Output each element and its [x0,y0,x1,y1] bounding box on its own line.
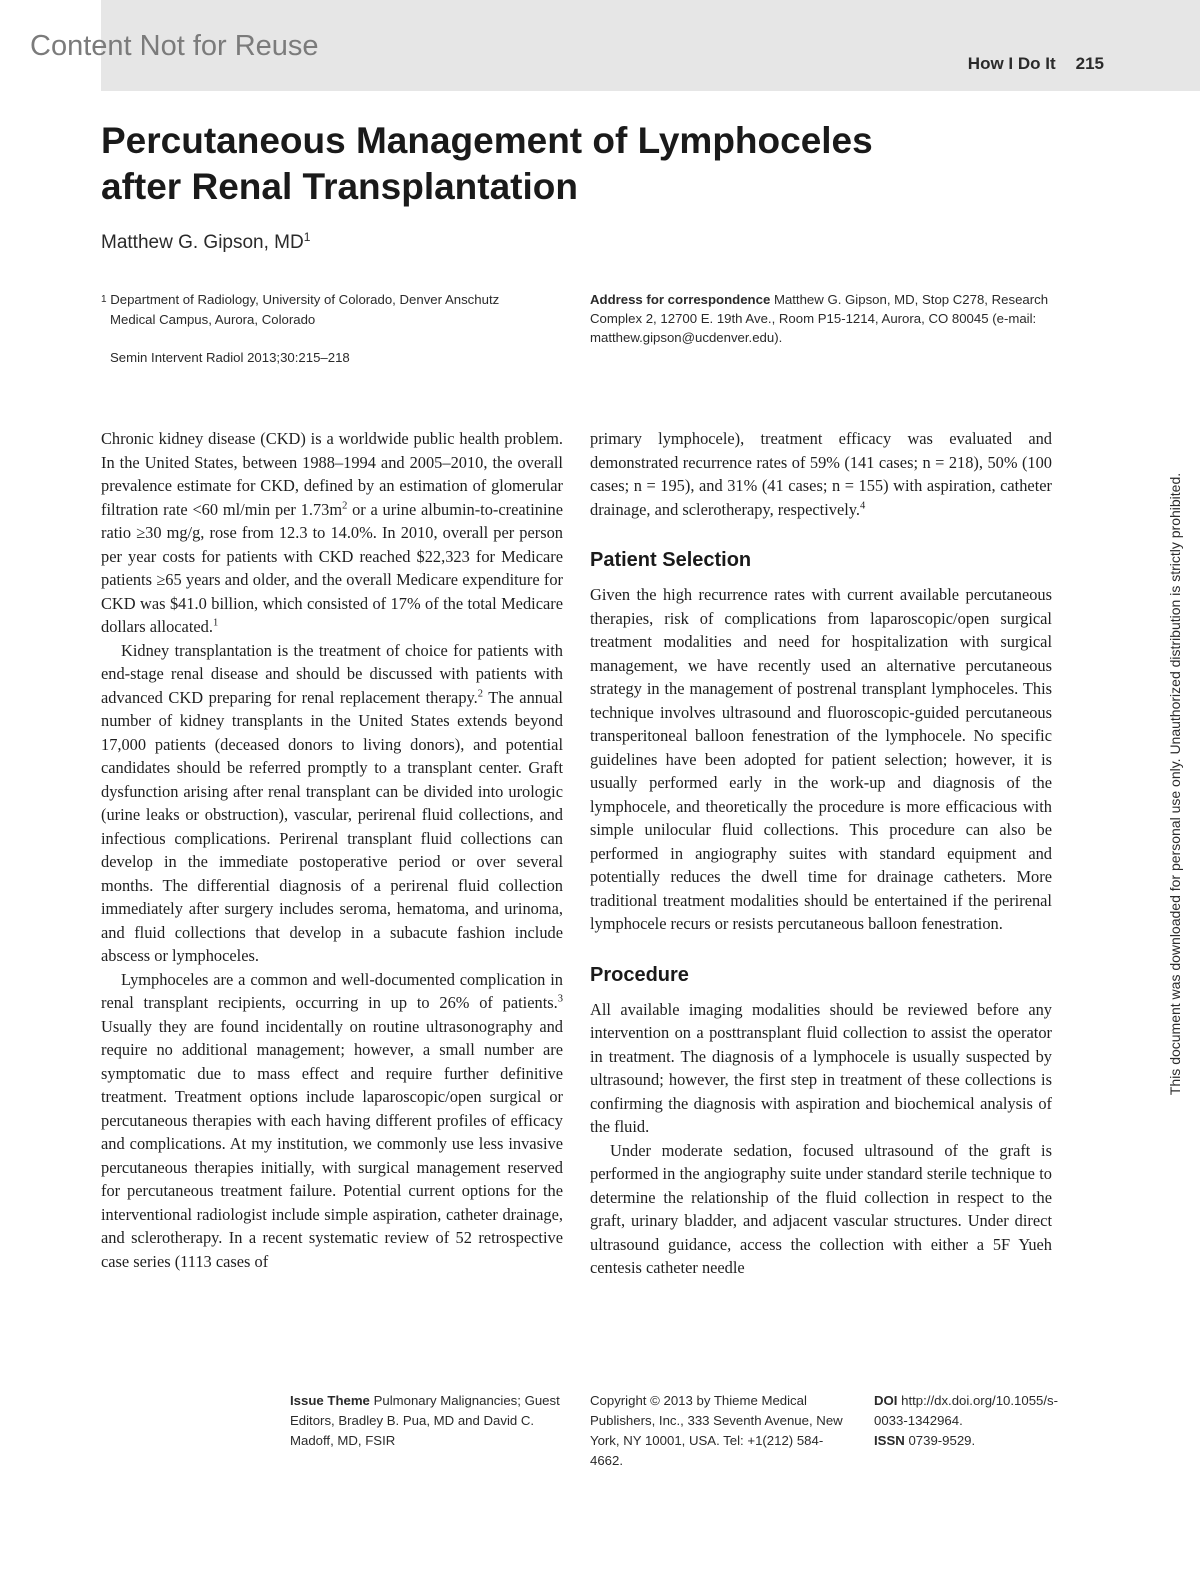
text-run: or a urine albumin-to-creatinine ratio ≥30 mg/g, rose from 12.3 to 14.0%. In 2010, overall per person per year costs for patients with CKD reached $22,323 for Medicare patients ≥65 years and older, and the overall Medicare expenditure for CKD was $41.0 billion, which consisted of 17% of the total Medicare dollars allocated. [101,499,563,636]
issue-theme [290,1391,565,1451]
reference-mark: 3 [557,993,563,1005]
title-line-1: Percutaneous Management of Lymphoceles [101,120,873,161]
journal-citation: Semin Intervent Radiol 2013;30:215–218 [110,350,350,365]
affiliation [101,290,571,330]
paragraph [101,968,563,1274]
issn-label: ISSN [874,1433,905,1448]
affiliation-line-2: Medical Campus, Aurora, Colorado [110,312,316,327]
body-column-left [101,427,563,1273]
affiliation-line-1: Department of Radiology, University of Colorado, Denver Anschutz [110,292,500,307]
watermark: Content Not for Reuse [30,30,319,62]
issue-theme-label: Issue Theme [290,1393,370,1408]
body-column-right [590,427,1052,1280]
section-heading-patient-selection: Patient Selection [590,549,752,571]
text-run: Kidney transplantation is the treatment of choice for patients with end-stage renal disease and should be discussed with patients with advanced CKD preparing for renal replacement therapy. [101,640,563,707]
title-line-2: after Renal Transplantation [101,166,578,207]
running-head [968,54,1104,74]
text-run: primary lymphocele), treatment efficacy was evaluated and demonstrated recurrence rates of 59% (141 cases; n = 218), 50% (100 cases; n = 195), and 31% (41 cases; n = 155) with aspiration, catheter drainage, and sclerotherapy, respectively. [590,429,1052,519]
section-name: How I Do It [967,54,1056,73]
paragraph [590,427,1052,521]
text-run: The annual number of kidney transplants in the United States extends beyond 17,000 patients (deceased donors to living donors), and potential candidates should be referred promptly to a transplant center. Graft dysfunction arising after renal transplant can be divided into urologic (urine leaks or obstruction), vascular, perirenal fluid collections, and infectious complications. Perirenal transplant fluid collections can develop in the immediate postoperative period or over several months. The differential diagnosis of a perirenal fluid collection immediately after surgery includes seroma, hematoma, and urinoma, and fluid collections that develop in a subacute fashion include abscess or lymphoceles. [101,687,563,965]
issn-value: 0739-9529. [908,1433,976,1448]
issue-theme-text: Pulmonary Malignancies; Guest Editors, Bradley B. Pua, MD and David C. Madoff, MD, FSIR [290,1393,560,1448]
correspondence-label: Address for correspondence [590,292,771,307]
author [101,232,310,254]
reference-mark: 4 [860,500,866,512]
superscript: 2 [342,500,348,512]
paragraph [101,427,563,639]
affiliation-number: 1 [101,294,107,305]
paragraph [101,639,563,968]
paragraph: All available imaging modalities should be reviewed before any intervention on a posttransplant fluid collection to assist the operator in treatment. The diagnosis of a lymphocele is usually suspected by ultrasound; however, the first step in treatment of these collections is confirming the diagnosis with aspiration and biochemical analysis of the fluid. [590,999,1052,1136]
paragraph: Given the high recurrence rates with current available percutaneous therapies, risk of complications from laparoscopic/open surgical treatment modalities and need for hospitalization with surgical management, we have recently used an alternative percutaneous strategy in the management of postrenal transplant lymphoceles. This technique involves ultrasound and fluoroscopic-guided percutaneous transperitoneal balloon fenestration of the lymphocele. No specific guidelines have been adopted for patient selection; however, it is usually performed early in the work-up and diagnosis of the lymphocele, and theoretically the procedure is more efficacious with simple unilocular fluid collections. This procedure can also be performed in angiography suites with standard equipment and potentially reduces the dwell time for drainage catheters. More traditional treatment modalities should be entertained if the perirenal lymphocele recurs or resists percutaneous balloon fenestration. [590,585,1052,933]
author-name: Matthew G. Gipson, MD [101,232,304,253]
doi-link[interactable]: http://dx.doi.org/10.1055/s-0033-1342964. [874,1393,1059,1428]
download-notice: This document was downloaded for personal use only. Unauthorized distribution is strictly prohibited. [1167,472,1183,1096]
author-affiliation-mark: 1 [303,230,311,244]
article-title [101,118,1001,210]
doi-block [874,1391,1074,1451]
paragraph: Under moderate sedation, focused ultrasound of the graft is performed in the angiography suite under standard sterile technique to determine the relationship of the fluid collection in respect to the graft, urinary bladder, and adjacent vascular structures. Under direct ultrasound guidance, access the collection with either a 5F Yueh centesis catheter needle [590,1140,1052,1277]
text-run: Lymphoceles are a common and well-documented complication in renal transplant recipients, occurring in up to 26% of patients. [101,969,563,1012]
correspondence-address [590,290,1070,347]
page-number: 215 [1075,54,1104,73]
reference-mark: 1 [212,617,219,629]
section-heading-procedure: Procedure [590,963,689,986]
reference-mark: 2 [477,688,483,700]
doi-label: DOI [874,1393,898,1408]
text-run: Chronic kidney disease (CKD) is a worldwide public health problem. In the United States, between 1988–1994 and 2005–2010, the overall prevalence estimate for CKD, defined by an estimation of glomerular filtration rate <60 ml/min per 1.73m [101,429,563,519]
copyright-notice: Copyright © 2013 by Thieme Medical Publishers, Inc., 333 Seventh Avenue, New York, NY 10001, USA. Tel: +1(212) 584-4662. [590,1393,843,1468]
correspondence-text: Matthew G. Gipson, MD, Stop C278, Research Complex 2, 12700 E. 19th Ave., Room P15-1214, Aurora, CO 80045 (e-mail: matthew.gipson@ucdenver.edu). [590,292,1049,345]
text-run: Usually they are found incidentally on routine ultrasonography and require no additional management; however, a small number are symptomatic due to mass effect and require further definitive treatment. Treatment options include laparoscopic/open surgical or percutaneous therapies with each having different profiles of efficacy and complications. At my institution, we commonly use less invasive percutaneous therapies initially, with surgical management reserved for percutaneous treatment failure. Potential current options for the interventional radiologist include simple aspiration, catheter drainage, and sclerotherapy. In a recent systematic review of 52 retrospective case series (1113 cases of [101,1016,563,1271]
